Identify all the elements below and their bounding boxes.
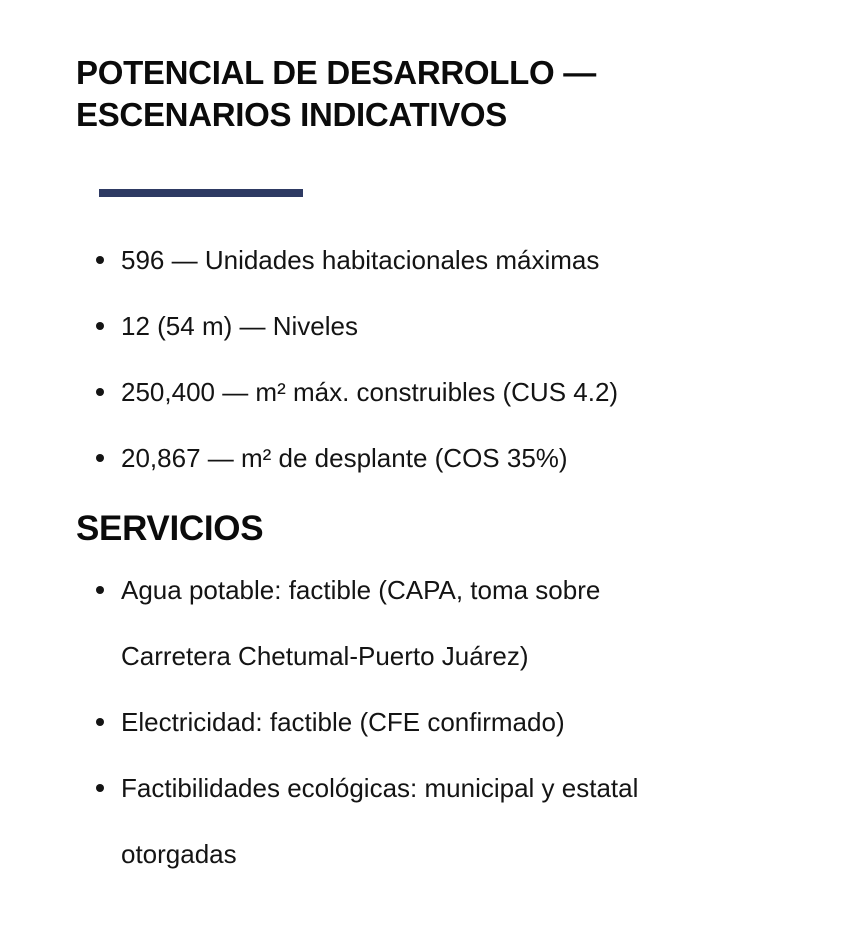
list-item-water: Agua potable: factible (CAPA, toma sobre Carretera Chetumal-Puerto Juárez) bbox=[76, 557, 716, 689]
development-list bbox=[76, 227, 716, 491]
section-title-services: SERVICIOS bbox=[76, 509, 264, 548]
list-item-levels: 12 (54 m) — Niveles bbox=[76, 293, 716, 359]
list-item-ecological: Factibilidades ecológicas: municipal y estatal otorgadas bbox=[76, 755, 716, 887]
accent-divider bbox=[99, 189, 303, 197]
services-list bbox=[76, 557, 716, 887]
page-title: POTENCIAL DE DESARROLLO — ESCENARIOS INDICATIVOS bbox=[76, 54, 596, 133]
list-item-electricity: Electricidad: factible (CFE confirmado) bbox=[76, 689, 716, 755]
list-item-max-buildable: 250,400 — m² máx. construibles (CUS 4.2) bbox=[76, 359, 716, 425]
list-item-max-units: 596 — Unidades habitacionales máximas bbox=[76, 227, 716, 293]
list-item-footprint: 20,867 — m² de desplante (COS 35%) bbox=[76, 425, 716, 491]
